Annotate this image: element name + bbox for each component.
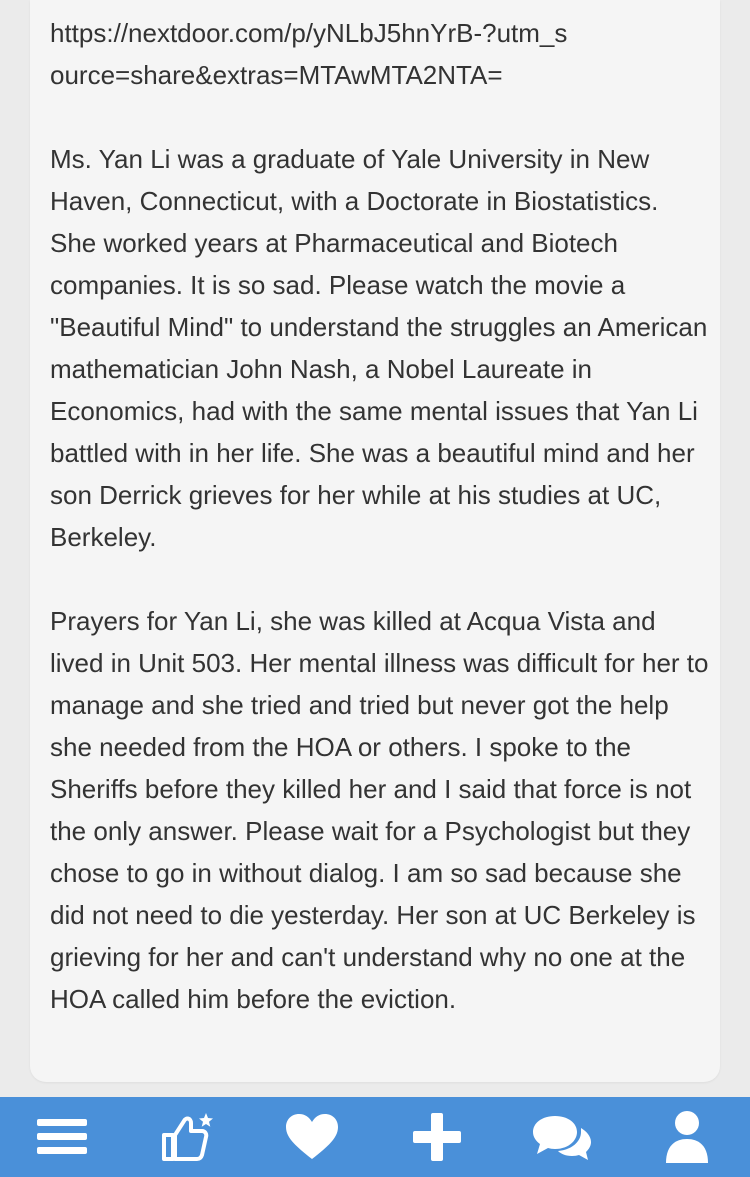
message-paragraph-2: Prayers for Yan Li, she was killed at Acqua Vista and lived in Unit 503. Her mental illness was difficult for her to manage and she tried and tried but never got the help she needed from the HOA or others. I spoke to the Sheriffs before they killed her and I said that force is not the only answer. Please wait for a Psychologist but they chose to go in without dialog. I am so sad because she did not need to die yesterday. Her son at UC Berkeley is grieving for her and can't understand why no one at the HOA called him before the eviction. (50, 606, 709, 1014)
message-body (50, 12, 710, 1062)
message-paragraph-1: Ms. Yan Li was a graduate of Yale University in New Haven, Connecticut, with a Doctorate in Biostatistics. She worked years at Pharmaceutical and Biotech companies. It is so sad. Please watch the movie a "Beautiful Mind" to understand the struggles an American mathematician John Nash, a Nobel Laureate in Economics, had with the same mental issues that Yan Li battled with in her life. She was a beautiful mind and her son Derrick grieves for her while at his studies at UC, Berkeley. (50, 144, 708, 552)
heart-icon (284, 1112, 340, 1162)
tab-profile[interactable] (637, 1097, 737, 1177)
tab-thanks[interactable] (138, 1097, 238, 1177)
chat-bubbles-icon (531, 1112, 593, 1162)
tab-messages[interactable] (512, 1097, 612, 1177)
user-icon (664, 1109, 710, 1165)
thumbs-up-star-icon (160, 1111, 216, 1163)
menu-icon (35, 1115, 89, 1159)
tab-menu[interactable] (12, 1097, 112, 1177)
bottom-tab-bar (0, 1097, 750, 1177)
plus-icon (411, 1111, 463, 1163)
tab-post[interactable] (387, 1097, 487, 1177)
tab-favorites[interactable] (262, 1097, 362, 1177)
shared-link[interactable]: https://nextdoor.com/p/yNLbJ5hnYrB-?utm_source=share&extras=MTAwMTA2NTA= (50, 18, 568, 90)
